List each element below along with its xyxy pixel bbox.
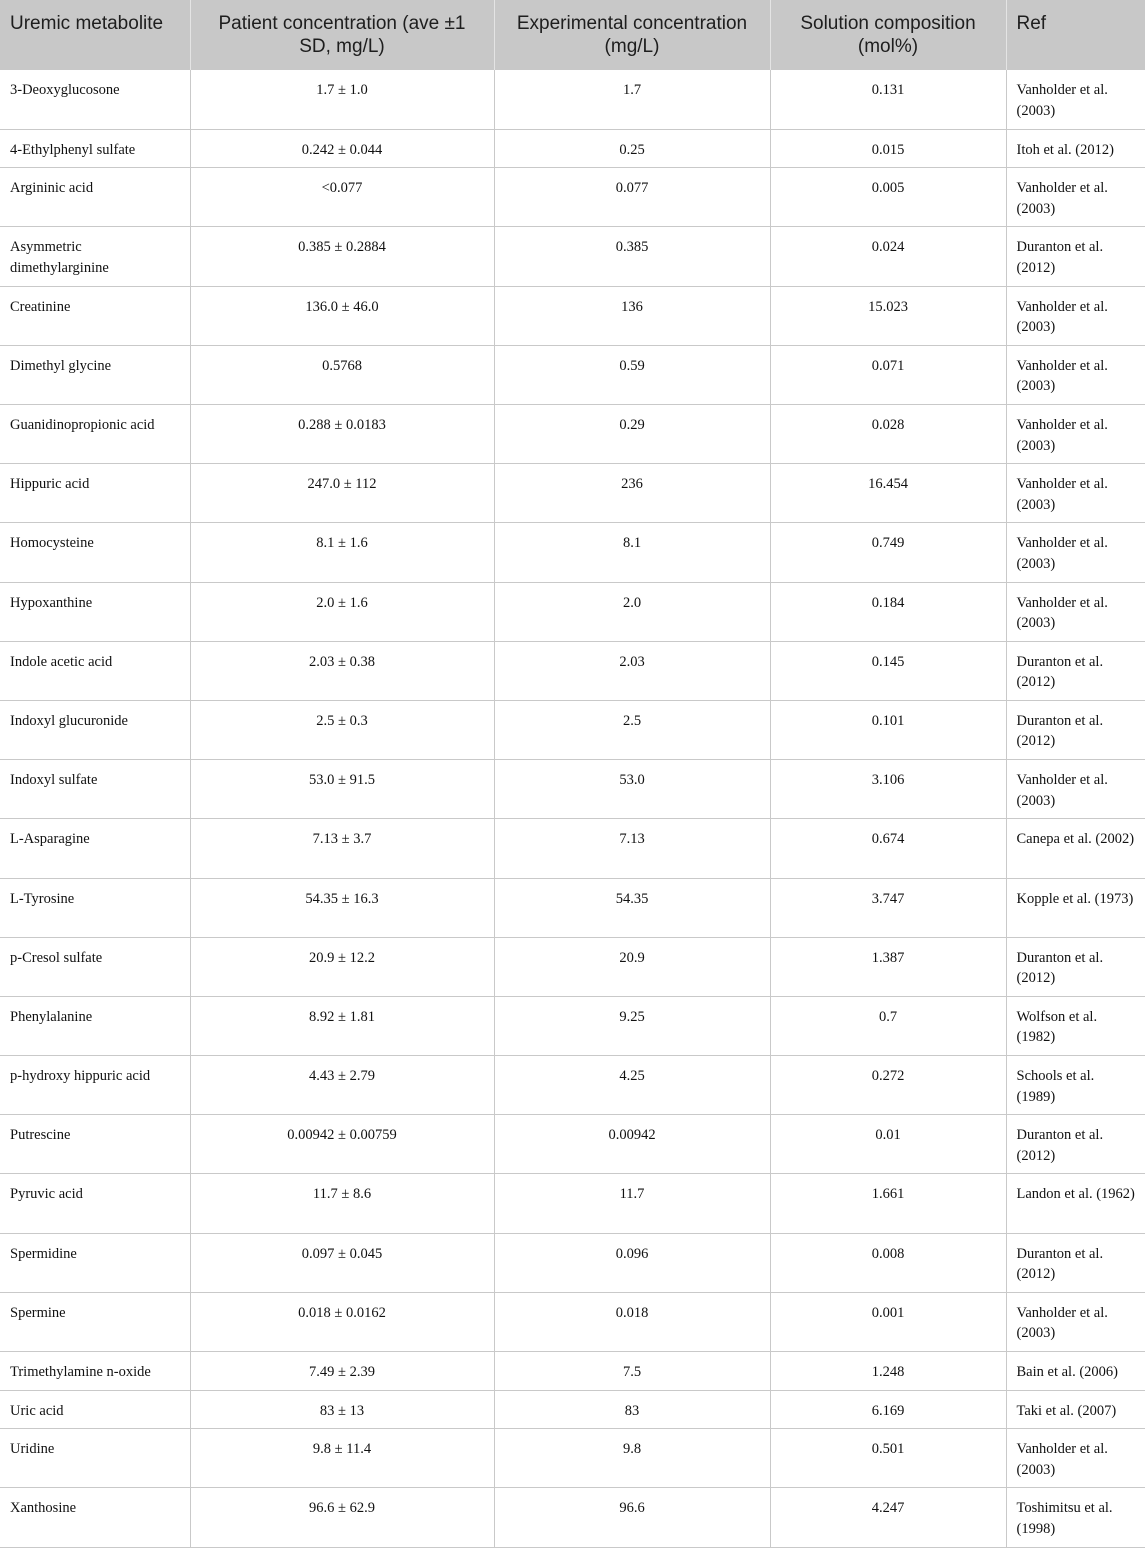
cell-ref: Taki et al. (2007) [1006,1390,1145,1429]
cell-ref: Vanholder et al. (2003) [1006,464,1145,523]
cell-ref: Toshimitsu et al. (1998) [1006,1488,1145,1547]
cell-patient-concentration: 0.018 ± 0.0162 [190,1292,494,1351]
cell-patient-concentration: 54.35 ± 16.3 [190,878,494,937]
table-row [0,582,1145,641]
cell-ref: Canepa et al. (2002) [1006,819,1145,878]
cell-metabolite: p-hydroxy hippuric acid [0,1056,190,1115]
cell-solution-composition: 3.747 [770,878,1006,937]
cell-solution-composition: 1.661 [770,1174,1006,1233]
table-row [0,996,1145,1055]
table-row [0,1390,1145,1429]
cell-ref: Vanholder et al. (2003) [1006,1292,1145,1351]
cell-experimental-concentration: 83 [494,1390,770,1429]
header-uremic-metabolite: Uremic metabolite [0,0,190,70]
cell-metabolite: Spermidine [0,1233,190,1292]
cell-metabolite: 4-Ethylphenyl sulfate [0,129,190,168]
cell-patient-concentration: 0.5768 [190,345,494,404]
cell-metabolite: Uric acid [0,1390,190,1429]
table-row [0,168,1145,227]
table-row [0,700,1145,759]
cell-ref: Landon et al. (1962) [1006,1174,1145,1233]
table-row [0,1115,1145,1174]
cell-solution-composition: 0.501 [770,1429,1006,1488]
cell-solution-composition: 0.184 [770,582,1006,641]
header-row [0,0,1145,70]
table-row [0,937,1145,996]
table-row [0,760,1145,819]
table-body [0,70,1145,1547]
cell-solution-composition: 0.01 [770,1115,1006,1174]
cell-experimental-concentration: 53.0 [494,760,770,819]
cell-metabolite: Indoxyl glucuronide [0,700,190,759]
cell-ref: Duranton et al. (2012) [1006,227,1145,286]
cell-ref: Itoh et al. (2012) [1006,129,1145,168]
cell-solution-composition: 0.028 [770,405,1006,464]
cell-solution-composition: 6.169 [770,1390,1006,1429]
cell-ref: Vanholder et al. (2003) [1006,1429,1145,1488]
cell-metabolite: Homocysteine [0,523,190,582]
cell-solution-composition: 4.247 [770,1488,1006,1547]
cell-experimental-concentration: 96.6 [494,1488,770,1547]
cell-patient-concentration: 7.49 ± 2.39 [190,1352,494,1391]
cell-metabolite: p-Cresol sulfate [0,937,190,996]
cell-metabolite: Spermine [0,1292,190,1351]
cell-metabolite: 3-Deoxyglucosone [0,70,190,129]
cell-patient-concentration: 20.9 ± 12.2 [190,937,494,996]
cell-metabolite: L-Asparagine [0,819,190,878]
cell-metabolite: Hippuric acid [0,464,190,523]
cell-metabolite: Trimethylamine n-oxide [0,1352,190,1391]
cell-patient-concentration: 247.0 ± 112 [190,464,494,523]
cell-patient-concentration: 11.7 ± 8.6 [190,1174,494,1233]
cell-solution-composition: 0.008 [770,1233,1006,1292]
cell-solution-composition: 16.454 [770,464,1006,523]
table-row [0,1488,1145,1547]
cell-metabolite: Indole acetic acid [0,641,190,700]
cell-metabolite: Dimethyl glycine [0,345,190,404]
cell-experimental-concentration: 9.8 [494,1429,770,1488]
cell-metabolite: Hypoxanthine [0,582,190,641]
cell-patient-concentration: 1.7 ± 1.0 [190,70,494,129]
header-experimental-concentration: Experimental concentration (mg/L) [494,0,770,70]
cell-metabolite: Xanthosine [0,1488,190,1547]
cell-experimental-concentration: 1.7 [494,70,770,129]
cell-experimental-concentration: 4.25 [494,1056,770,1115]
table-row [0,70,1145,129]
cell-experimental-concentration: 0.385 [494,227,770,286]
cell-patient-concentration: 8.92 ± 1.81 [190,996,494,1055]
cell-ref: Vanholder et al. (2003) [1006,760,1145,819]
cell-solution-composition: 1.248 [770,1352,1006,1391]
cell-solution-composition: 0.071 [770,345,1006,404]
cell-solution-composition: 0.005 [770,168,1006,227]
cell-solution-composition: 0.674 [770,819,1006,878]
cell-metabolite: Uridine [0,1429,190,1488]
cell-solution-composition: 15.023 [770,286,1006,345]
table-row [0,1174,1145,1233]
cell-experimental-concentration: 2.0 [494,582,770,641]
table-row [0,1352,1145,1391]
cell-experimental-concentration: 2.5 [494,700,770,759]
cell-solution-composition: 0.101 [770,700,1006,759]
table-row [0,878,1145,937]
cell-metabolite: Phenylalanine [0,996,190,1055]
table-row [0,405,1145,464]
table-row [0,345,1145,404]
cell-patient-concentration: 9.8 ± 11.4 [190,1429,494,1488]
cell-solution-composition: 0.024 [770,227,1006,286]
cell-ref: Vanholder et al. (2003) [1006,523,1145,582]
cell-ref: Duranton et al. (2012) [1006,1233,1145,1292]
cell-ref: Wolfson et al. (1982) [1006,996,1145,1055]
cell-experimental-concentration: 20.9 [494,937,770,996]
cell-ref: Duranton et al. (2012) [1006,1115,1145,1174]
table-row [0,286,1145,345]
cell-ref: Duranton et al. (2012) [1006,937,1145,996]
cell-ref: Vanholder et al. (2003) [1006,168,1145,227]
cell-experimental-concentration: 236 [494,464,770,523]
cell-ref: Vanholder et al. (2003) [1006,345,1145,404]
cell-experimental-concentration: 54.35 [494,878,770,937]
cell-experimental-concentration: 0.59 [494,345,770,404]
cell-metabolite: Indoxyl sulfate [0,760,190,819]
table-row [0,129,1145,168]
table-row [0,1429,1145,1488]
cell-experimental-concentration: 7.13 [494,819,770,878]
cell-ref: Vanholder et al. (2003) [1006,405,1145,464]
table-row [0,464,1145,523]
cell-solution-composition: 3.106 [770,760,1006,819]
cell-ref: Vanholder et al. (2003) [1006,582,1145,641]
cell-metabolite: Guanidinopropionic acid [0,405,190,464]
cell-ref: Schools et al. (1989) [1006,1056,1145,1115]
cell-patient-concentration: 0.097 ± 0.045 [190,1233,494,1292]
cell-metabolite: Argininic acid [0,168,190,227]
cell-patient-concentration: 0.288 ± 0.0183 [190,405,494,464]
cell-solution-composition: 0.145 [770,641,1006,700]
cell-ref: Kopple et al. (1973) [1006,878,1145,937]
cell-solution-composition: 1.387 [770,937,1006,996]
cell-patient-concentration: 0.00942 ± 0.00759 [190,1115,494,1174]
cell-patient-concentration: 96.6 ± 62.9 [190,1488,494,1547]
cell-experimental-concentration: 2.03 [494,641,770,700]
cell-patient-concentration: 8.1 ± 1.6 [190,523,494,582]
cell-experimental-concentration: 136 [494,286,770,345]
header-patient-concentration: Patient concentration (ave ±1 SD, mg/L) [190,0,494,70]
cell-ref: Vanholder et al. (2003) [1006,70,1145,129]
cell-experimental-concentration: 7.5 [494,1352,770,1391]
cell-experimental-concentration: 11.7 [494,1174,770,1233]
cell-patient-concentration: 136.0 ± 46.0 [190,286,494,345]
cell-ref: Duranton et al. (2012) [1006,641,1145,700]
cell-experimental-concentration: 0.018 [494,1292,770,1351]
cell-solution-composition: 0.749 [770,523,1006,582]
cell-patient-concentration: 7.13 ± 3.7 [190,819,494,878]
cell-patient-concentration: 4.43 ± 2.79 [190,1056,494,1115]
table-row [0,641,1145,700]
table-row [0,1056,1145,1115]
cell-patient-concentration: <0.077 [190,168,494,227]
header-ref: Ref [1006,0,1145,70]
cell-metabolite: Asymmetric dimethylarginine [0,227,190,286]
cell-patient-concentration: 0.385 ± 0.2884 [190,227,494,286]
cell-experimental-concentration: 8.1 [494,523,770,582]
cell-solution-composition: 0.131 [770,70,1006,129]
cell-ref: Bain et al. (2006) [1006,1352,1145,1391]
cell-metabolite: Creatinine [0,286,190,345]
header-solution-composition: Solution composition (mol%) [770,0,1006,70]
cell-patient-concentration: 53.0 ± 91.5 [190,760,494,819]
table-row [0,1292,1145,1351]
cell-solution-composition: 0.7 [770,996,1006,1055]
cell-solution-composition: 0.001 [770,1292,1006,1351]
table-row [0,227,1145,286]
cell-experimental-concentration: 9.25 [494,996,770,1055]
cell-experimental-concentration: 0.00942 [494,1115,770,1174]
cell-solution-composition: 0.272 [770,1056,1006,1115]
cell-experimental-concentration: 0.096 [494,1233,770,1292]
cell-ref: Duranton et al. (2012) [1006,700,1145,759]
cell-solution-composition: 0.015 [770,129,1006,168]
cell-ref: Vanholder et al. (2003) [1006,286,1145,345]
cell-experimental-concentration: 0.29 [494,405,770,464]
cell-metabolite: L-Tyrosine [0,878,190,937]
cell-metabolite: Pyruvic acid [0,1174,190,1233]
table-row [0,523,1145,582]
cell-patient-concentration: 2.5 ± 0.3 [190,700,494,759]
table-row [0,819,1145,878]
cell-experimental-concentration: 0.25 [494,129,770,168]
cell-patient-concentration: 0.242 ± 0.044 [190,129,494,168]
table-row [0,1233,1145,1292]
cell-patient-concentration: 83 ± 13 [190,1390,494,1429]
cell-metabolite: Putrescine [0,1115,190,1174]
cell-experimental-concentration: 0.077 [494,168,770,227]
cell-patient-concentration: 2.03 ± 0.38 [190,641,494,700]
cell-patient-concentration: 2.0 ± 1.6 [190,582,494,641]
